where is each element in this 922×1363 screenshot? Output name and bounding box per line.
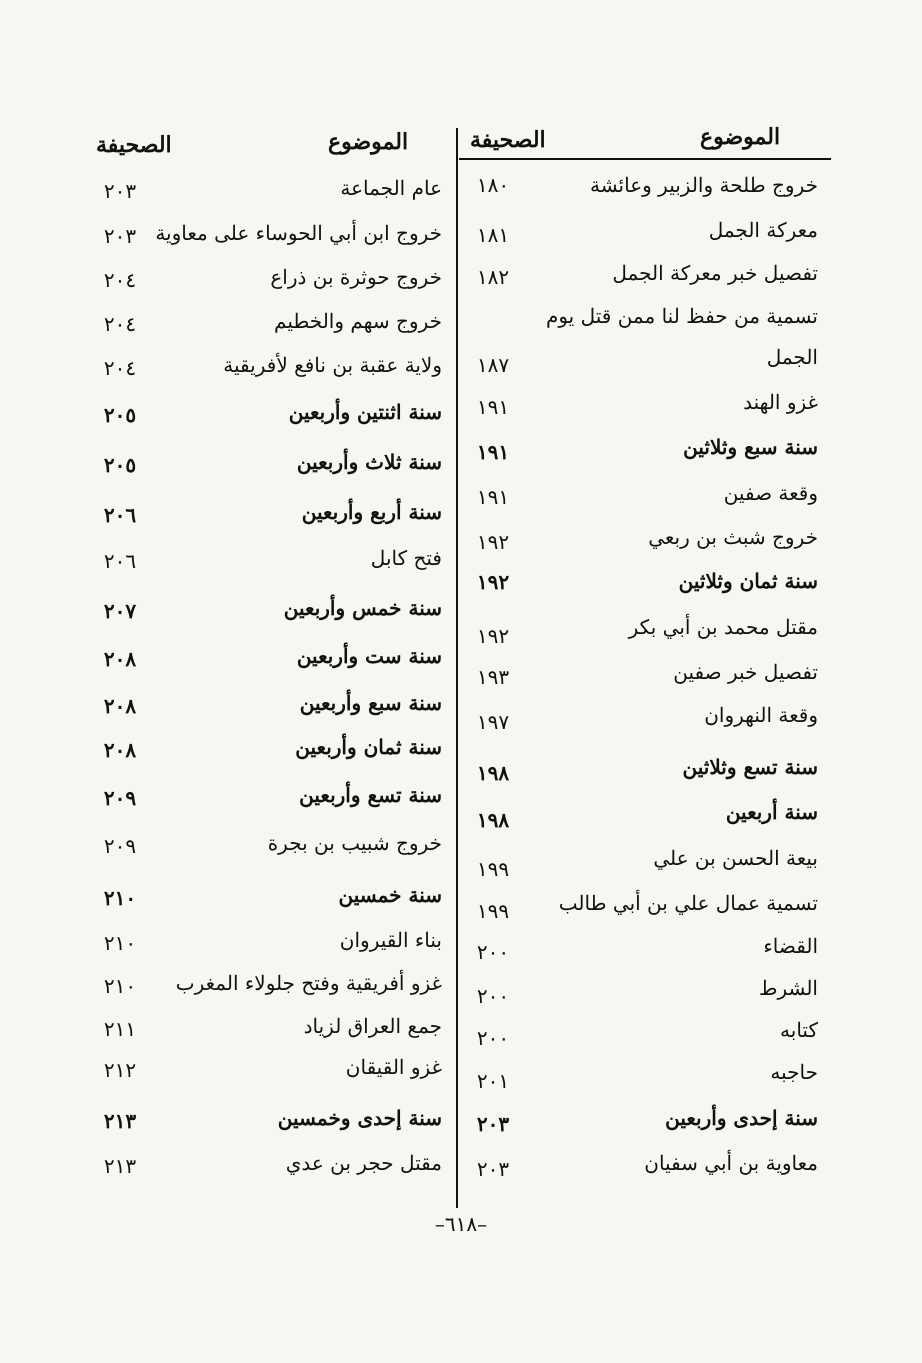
left-page-number: ٢١٣ (103, 1154, 137, 1178)
right-topic-entry: تسمية عمال علي بن أبي طالب (558, 891, 818, 915)
left-topic-entry: عام الجماعة (340, 176, 442, 200)
left-page-number: ٢٠٤ (103, 268, 137, 292)
left-topic-entry: بناء القيروان (339, 928, 442, 952)
right-page-header: الصحيفة (470, 127, 546, 153)
right-page-number: ٢٠٣ (476, 1157, 510, 1181)
right-page-number: ١٩١ (476, 440, 510, 464)
right-topic-entry: تفصيل خبر معركة الجمل (612, 261, 818, 285)
left-page-number: ٢٠٤ (103, 312, 137, 336)
left-topic-entry: مقتل حجر بن عدي (285, 1151, 442, 1175)
left-topic-entry: غزو أفريقية وفتح جلولاء المغرب (175, 971, 442, 995)
right-page-number: ١٩٩ (476, 899, 510, 923)
right-page-number: ٢٠٠ (476, 940, 510, 964)
left-topic-entry: فتح كابل (370, 546, 442, 570)
left-topic-entry: سنة خمسين (338, 883, 442, 907)
left-page-number: ٢٠٨ (103, 738, 137, 762)
right-topic-entry: تفصيل خبر صفين (673, 660, 818, 684)
left-topic-entry: سنة سبع وأربعين (299, 691, 442, 715)
right-topic-entry: سنة سبع وثلاثين (683, 435, 818, 459)
right-page-number: ١٩١ (476, 485, 510, 509)
left-topic-entry: سنة إحدى وخمسين (277, 1106, 442, 1130)
left-page-number: ٢٠٦ (103, 503, 137, 527)
page-number: –٦١٨– (434, 1212, 488, 1236)
left-topic-header: الموضوع (328, 129, 409, 155)
right-topic-entry: خروج طلحة والزبير وعائشة (589, 173, 818, 197)
right-topic-entry: سنة تسع وثلاثين (682, 755, 818, 779)
right-page-number: ١٨٢ (476, 265, 510, 289)
left-page-number: ٢٠٩ (103, 786, 137, 810)
left-page-number: ٢٠٦ (103, 549, 137, 573)
right-page-number: ١٩٩ (476, 857, 510, 881)
right-topic-entry: سنة أربعين (725, 800, 818, 824)
right-page-number: ١٩٢ (476, 624, 510, 648)
right-topic-entry: معركة الجمل (708, 218, 818, 242)
left-page-number: ٢١٢ (103, 1058, 137, 1082)
right-page-number: ١٩٢ (476, 530, 510, 554)
right-topic-entry: تسمية من حفظ لنا ممن قتل يوم (545, 304, 818, 328)
left-topic-entry: غزو القيقان (345, 1055, 442, 1079)
right-page-number: ٢٠٠ (476, 1026, 510, 1050)
right-topic-entry: بيعة الحسن بن علي (653, 846, 818, 870)
left-topic-entry: خروج سهم والخطيم (274, 309, 442, 333)
right-page-number: ١٨١ (476, 223, 510, 247)
left-topic-entry: سنة أربع وأربعين (301, 500, 442, 524)
left-topic-entry: جمع العراق لزياد (303, 1014, 442, 1038)
right-topic-entry: سنة إحدى وأربعين (665, 1106, 818, 1130)
right-topic-entry: مقتل محمد بن أبي بكر (628, 615, 818, 639)
left-page-number: ٢٠٣ (103, 179, 137, 203)
right-topic-entry: خروج شبث بن ربعي (648, 525, 818, 549)
left-page-number: ٢٠٨ (103, 694, 137, 718)
right-topic-entry: حاجبه (770, 1060, 818, 1084)
right-topic-header: الموضوع (700, 124, 781, 150)
right-page-number: ١٨٠ (476, 173, 510, 197)
left-topic-entry: سنة خمس وأربعين (283, 596, 442, 620)
right-topic-entry: سنة ثمان وثلاثين (678, 569, 818, 593)
left-page-number: ٢٠٥ (103, 403, 137, 427)
right-page-number: ١٩١ (476, 395, 510, 419)
right-page-number: ١٩٢ (476, 570, 510, 594)
right-topic-entry: الجمل (766, 345, 818, 369)
right-page-number: ١٩٨ (476, 808, 510, 832)
right-page-number: ١٩٨ (476, 761, 510, 785)
right-topic-entry: معاوية بن أبي سفيان (644, 1151, 818, 1175)
left-topic-entry: سنة ثمان وأربعين (295, 735, 442, 759)
left-page-number: ٢١٠ (103, 974, 137, 998)
left-page-number: ٢٠٤ (103, 356, 137, 380)
left-page-number: ٢٠٨ (103, 647, 137, 671)
left-page-header: الصحيفة (96, 132, 172, 158)
right-topic-entry: غزو الهند (743, 390, 818, 414)
right-topic-entry: وقعة النهروان (704, 703, 818, 727)
left-topic-entry: سنة تسع وأربعين (299, 783, 442, 807)
left-topic-entry: خروج حوثرة بن ذراع (270, 265, 442, 289)
right-page-number: ٢٠١ (476, 1069, 510, 1093)
left-page-number: ٢٠٧ (103, 599, 137, 623)
right-topic-entry: كتابه (780, 1018, 818, 1042)
left-topic-entry: سنة اثنتين وأربعين (288, 400, 442, 424)
right-topic-entry: الشرط (758, 976, 818, 1000)
right-page-number: ١٩٣ (476, 665, 510, 689)
left-topic-entry: خروج ابن أبي الحوساء على معاوية (155, 221, 442, 245)
left-page-number: ٢١٠ (103, 886, 137, 910)
left-topic-entry: سنة ثلاث وأربعين (296, 450, 442, 474)
right-page-number: ١٩٧ (476, 710, 510, 734)
left-page-number: ٢١١ (103, 1017, 137, 1041)
header-rule (459, 158, 831, 160)
right-topic-entry: القضاء (763, 934, 818, 958)
left-page-number: ٢٠٩ (103, 834, 137, 858)
left-page-number: ٢١٠ (103, 931, 137, 955)
left-topic-entry: سنة ست وأربعين (296, 644, 442, 668)
left-page-number: ٢٠٣ (103, 224, 137, 248)
right-page-number: ٢٠٠ (476, 984, 510, 1008)
right-page-number: ١٨٧ (476, 353, 510, 377)
right-page-number: ٢٠٣ (476, 1112, 510, 1136)
left-topic-entry: خروج شبيب بن بجرة (267, 831, 442, 855)
right-topic-entry: وقعة صفين (723, 481, 818, 505)
left-topic-entry: ولاية عقبة بن نافع لأفريقية (223, 353, 442, 377)
left-page-number: ٢٠٥ (103, 453, 137, 477)
left-page-number: ٢١٣ (103, 1109, 137, 1133)
